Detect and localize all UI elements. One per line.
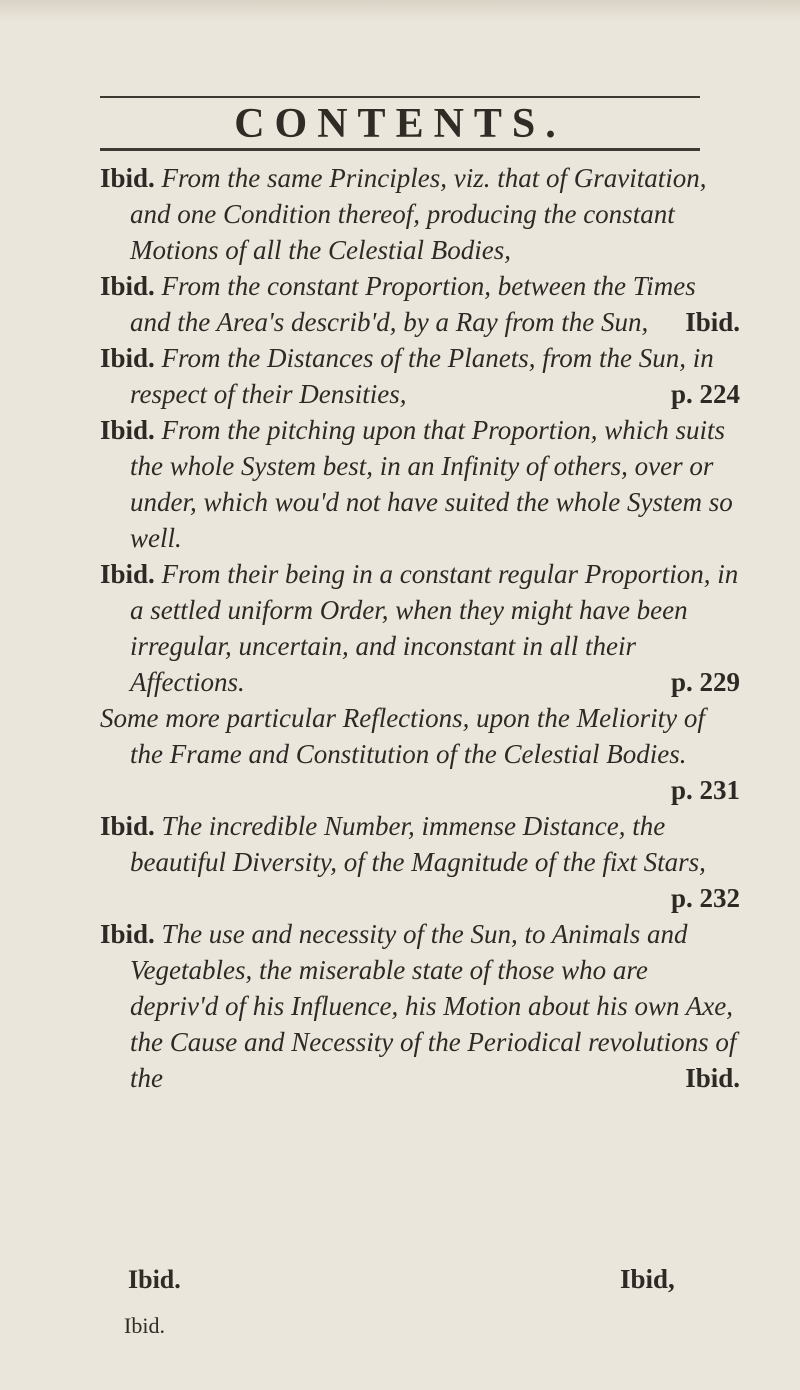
entry-text: From the pitching upon that Proportion, which suits the whole System best, in an Infinity of others, over or under, which wou'd not have suited the whole System so well. [130, 415, 733, 553]
entry-page: Ibid. [685, 307, 740, 337]
contents-entry [100, 160, 740, 268]
trailing-lead-faint: Ibid. [124, 1313, 165, 1338]
entry-page: p. 232 [670, 883, 740, 913]
entry-text: From their being in a constant regular Proportion, in a settled uniform Order, when they might have been irregular, uncertain, and inconstant in all their Affections. [130, 559, 739, 697]
entry-page: p. 231 [670, 775, 740, 805]
page-title: CONTENTS. [234, 101, 566, 147]
page-top-edge [0, 0, 800, 22]
contents-entry [100, 556, 740, 700]
trailing-page-ref: Ibid, [620, 1264, 675, 1294]
contents-entry [100, 268, 740, 340]
entry-lead: Ibid. [100, 343, 155, 373]
entry-text: From the constant Proportion, between the Times and the Area's describ'd, by a Ray from the Sun, [130, 271, 696, 337]
entry-page: p. 224 [670, 379, 740, 409]
entry-text: Some more particular Reflections, upon the Meliority of the Frame and Constitution of the Celestial Bodies. [100, 703, 705, 769]
entry-lead: Ibid. [100, 415, 155, 445]
entry-text: From the same Principles, viz. that of Gravitation, and one Condition thereof, producing the constant Motions of all the Celestial Bodies, [130, 163, 707, 265]
contents-entry [100, 340, 740, 412]
entry-page: p. 229 [670, 667, 740, 697]
contents-entry [100, 916, 740, 1096]
contents-entry [100, 700, 740, 808]
entry-lead: Ibid. [100, 919, 155, 949]
entry-text: The incredible Number, immense Distance, the beautiful Diversity, of the Magnitude of the fixt Stars, [130, 811, 706, 877]
entry-lead: Ibid. [100, 271, 155, 301]
trailing-lead: Ibid. [128, 1265, 181, 1294]
contents-entry [100, 808, 740, 916]
entry-lead: Ibid. [100, 559, 155, 589]
entry-lead: Ibid. [100, 163, 155, 193]
contents-list [100, 160, 740, 1096]
entry-lead: Ibid. [100, 811, 155, 841]
entry-text: From the Distances of the Planets, from the Sun, in respect of their Densities, [130, 343, 714, 409]
entry-text: The use and necessity of the Sun, to Animals and Vegetables, the miserable state of those who are depriv'd of his Influence, his Motion about his own Axe, the Cause and Necessity of the Periodical revolutions of the [130, 919, 737, 1093]
contents-entry [100, 412, 740, 556]
top-rule [100, 96, 700, 98]
entry-page: Ibid. [685, 1063, 740, 1093]
title-rule [100, 148, 700, 151]
